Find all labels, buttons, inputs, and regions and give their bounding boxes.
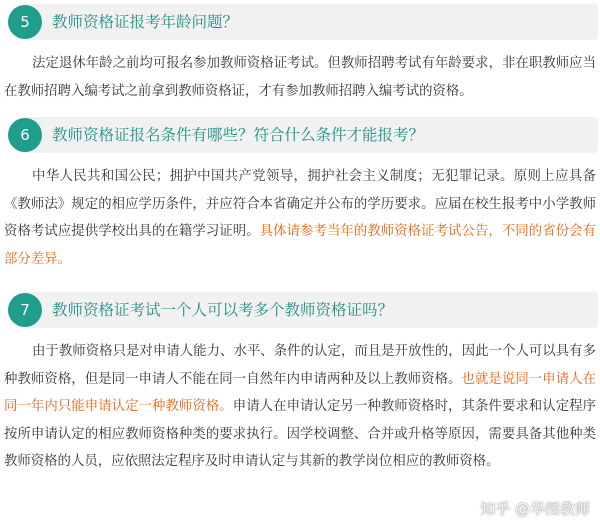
faq-7-answer (4, 338, 596, 476)
faq-5-number-badge: 5 (8, 5, 42, 39)
faq-6-number-badge: 6 (8, 118, 42, 152)
faq-7-header (8, 292, 598, 328)
faq-5-answer (4, 50, 596, 105)
faq-6-question: 教师资格证报名条件有哪些？符合什么条件才能报考？ (52, 126, 425, 144)
zhihu-watermark: 知乎 @华图教师 (480, 500, 590, 518)
faq-5-question: 教师资格证报考年龄问题？ (52, 13, 239, 31)
faq-5-header (8, 4, 598, 40)
faq-7-question: 教师资格证考试一个人可以考多个教师资格证吗？ (52, 301, 394, 319)
faq-7-answer-text-2: 申请人在申请认定另一种教师资格时，其条件要求和认定程序按所申请认定的相应教师资格种类的要求执行。因学校调整、合并或升格等原因，需要具备其他种类教师资格的人员，应依照法定程序及时申请认定与其新的教学岗位相应的教师资格。 (4, 399, 597, 469)
faq-7-answer-text-1: 由于教师资格只是对申请人能力、水平、条件的认定，而且是开放性的，因此一个人可以具有多种教师资格，但是同一申请人不能在同一自然年内申请两种及以上教师资格。 (4, 344, 596, 387)
faq-7-number-badge: 7 (8, 293, 42, 327)
faq-7-highlight: 也就是说同一申请人在同一年内只能申请认定一种教师资格。 (4, 371, 597, 414)
faq-6-header (8, 117, 598, 153)
faq-6-answer-text: 中华人民共和国公民；拥护中国共产党领导，拥护社会主义制度；无犯罪记录。原则上应具备《教师法》规定的相应学历条件，并应符合本省确定并公布的学历要求。应届在校生报考中小学教师资格考试应提供学校出具的在籍学习证明。 (4, 169, 596, 239)
faq-6-highlight: 具体请参考当年的教师资格证考试公告，不同的省份会有部分差异。 (4, 224, 597, 267)
faq-6-answer (4, 163, 596, 273)
faq-5-answer-text: 法定退休年龄之前均可报名参加教师资格证考试。但教师招聘考试有年龄要求，非在职教师应当在教师招聘入编考试之前拿到教师资格证，才有参加教师招聘入编考试的资格。 (4, 56, 596, 99)
